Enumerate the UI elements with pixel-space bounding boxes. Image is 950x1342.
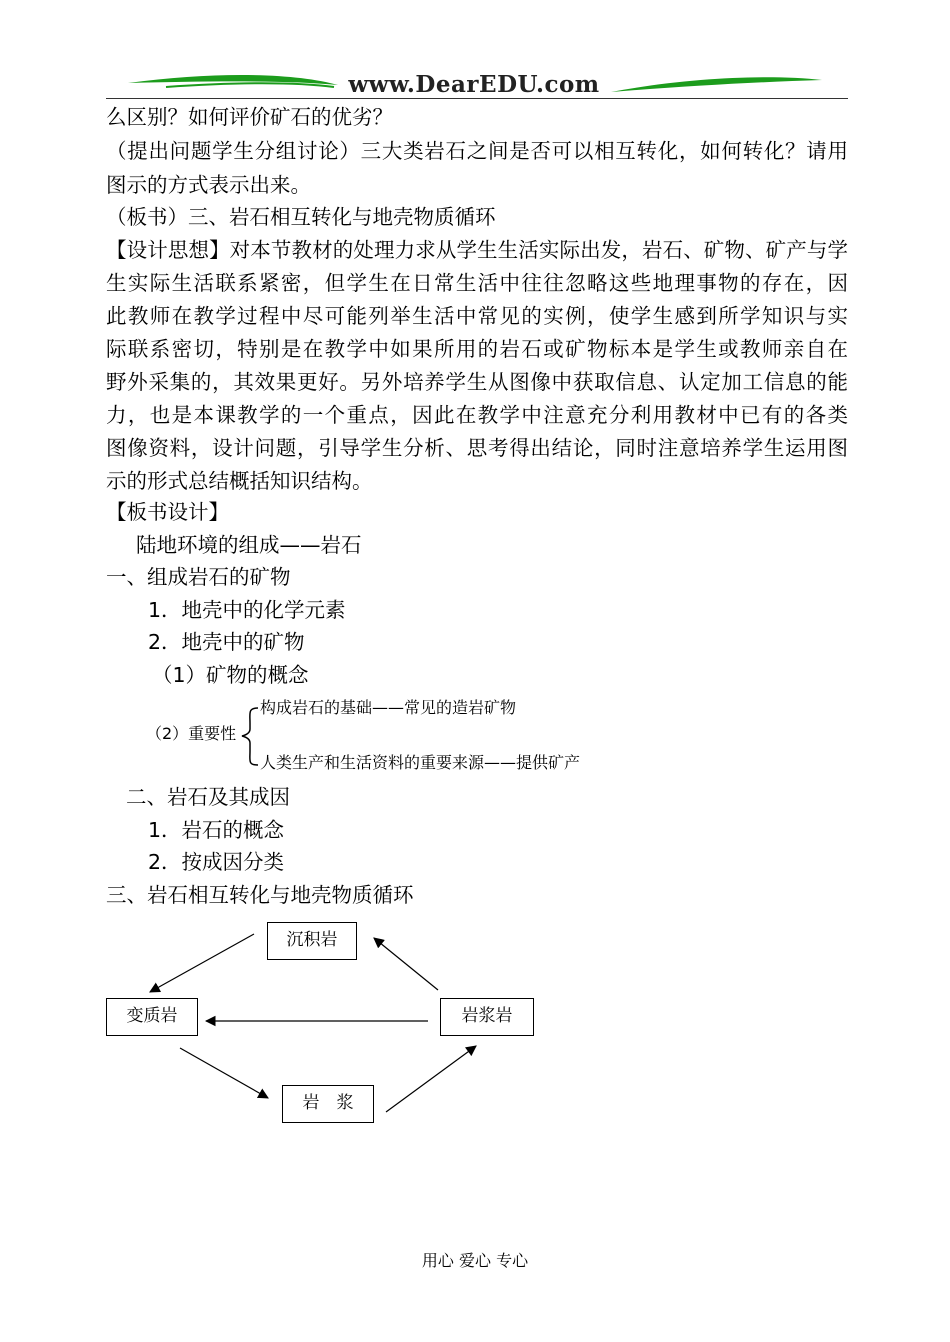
importance-item-1: 构成岩石的基础——常见的造岩矿物	[260, 698, 517, 717]
outline-item-1-2: 2．地壳中的矿物	[148, 630, 305, 654]
outline-section-2: 二、岩石及其成因	[126, 785, 290, 809]
outline-section-3: 三、岩石相互转化与地壳物质循环	[106, 883, 414, 907]
outline-sub-1: （1）矿物的概念	[152, 663, 309, 687]
importance-label: （2）重要性	[146, 724, 237, 743]
rock-cycle-diagram	[100, 918, 550, 1130]
design-line-1: 【设计思想】对本节教材的处理力求从学生生活实际出发，岩石、矿物、矿产与学	[106, 238, 848, 262]
body-line-2: （提出问题学生分组讨论）三大类岩石之间是否可以相互转化，如何转化？请用	[106, 139, 848, 163]
site-brand: www.DearEDU.com	[348, 71, 600, 98]
board-heading: （板书）三、岩石相互转化与地壳物质循环	[106, 205, 496, 229]
outline-item-1-1: 1．地壳中的化学元素	[148, 598, 346, 622]
sedimentary-rock-box: 沉积岩	[267, 922, 357, 960]
design-line-5: 野外采集的，其效果更好。另外培养学生从图像中获取信息、认定加工信息的能	[106, 370, 848, 394]
body-line-3: 图示的方式表示出来。	[106, 173, 311, 197]
board-design-heading: 【板书设计】	[106, 500, 229, 524]
design-line-6: 力，也是本课教学的一个重点，因此在教学中注意充分利用教材中已有的各类	[106, 403, 848, 427]
header-rule	[106, 98, 848, 99]
outline-item-2-1: 1．岩石的概念	[148, 818, 285, 842]
design-line-3: 此教师在教学过程中尽可能列举生活中常见的实例，使学生感到所学知识与实	[106, 304, 848, 328]
metamorphic-rock-box: 变质岩	[106, 998, 198, 1036]
magma-box: 岩 浆	[282, 1085, 374, 1123]
design-line-4: 际联系密切，特别是在教学中如果所用的岩石或矿物标本是学生或教师亲自在	[106, 337, 848, 361]
importance-brace-note	[146, 695, 616, 775]
design-line-8: 示的形式总结概括知识结构。	[106, 469, 373, 493]
outline-item-2-2: 2．按成因分类	[148, 850, 285, 874]
design-line-7: 图像资料，设计问题，引导学生分析、思考得出结论，同时注意培养学生运用图	[106, 436, 848, 460]
importance-item-2: 人类生产和生活资料的重要来源——提供矿产	[260, 753, 581, 772]
outline-section-1: 一、组成岩石的矿物	[106, 565, 291, 589]
page-footer: 用心 爱心 专心	[421, 1251, 529, 1270]
igneous-rock-box: 岩浆岩	[440, 998, 534, 1036]
lesson-title: 陆地环境的组成——岩石	[136, 533, 362, 557]
design-line-2: 生实际生活联系紧密，但学生在日常生活中往往忽略这些地理事物的存在，因	[106, 271, 848, 295]
body-line-1: 么区别？如何评价矿石的优劣？	[106, 105, 393, 129]
